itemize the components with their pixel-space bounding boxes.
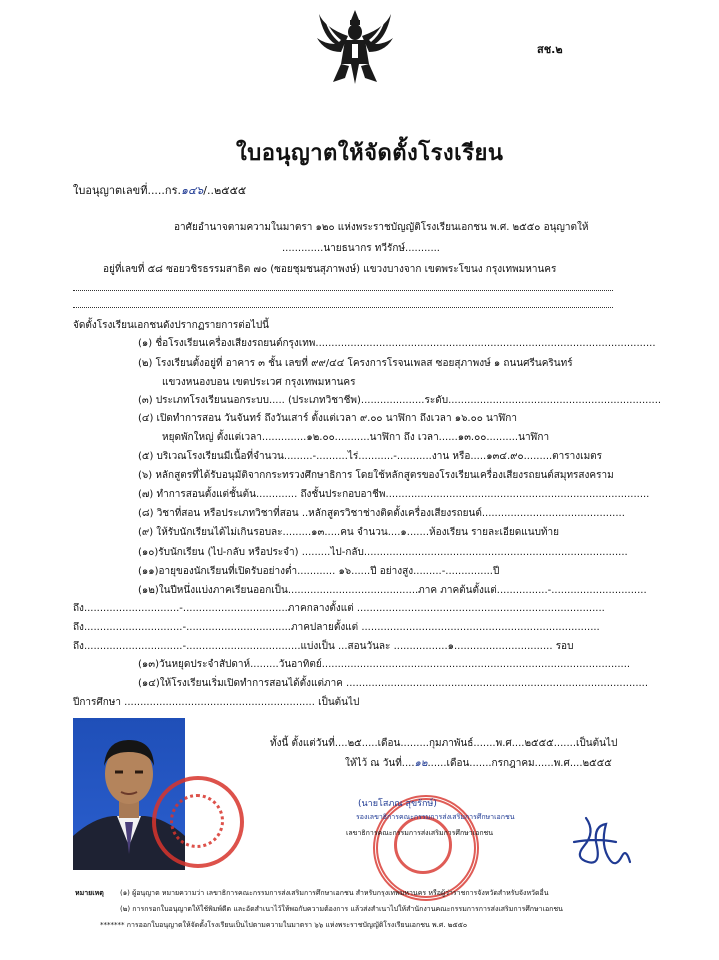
garuda-emblem: [315, 8, 395, 86]
semester-to-line: ถึง..............................-.................................ภาคกลางตั้งแต่ ..............................................................................: [73, 603, 605, 614]
item-school-area: (๕) บริเวณโรงเรียนมีเนื้อที่จำนวน.........-..........ไร่...........-...........งาน หรือ.....๑๓๔.๙๐.........ตารางเมตร: [138, 451, 603, 462]
item-school-location: (๒) โรงเรียนตั้งอยู่ที่ อาคาร ๓ ชั้น เลขที่ ๙๙/๔๔ โครงการโรจนเพลส ซอยสุภาพงษ์ ๑ ถนนศรีนครินทร์: [138, 358, 573, 369]
seal-stamp-left: [152, 776, 244, 868]
item-break-time: หยุดพักใหญ่ ตั้งแต่เวลา..............๑๒.๐๐...........นาฬิกา ถึง เวลา......๑๓.๐๐..........นาฬิกา: [162, 432, 550, 443]
semester-to-line: ถึง...............................-.................................ภาคปลายตั้งแต่ ...........................................................................: [73, 622, 600, 633]
item-curriculum: (๖) หลักสูตรที่ได้รับอนุมัติจากกระทรวงศึกษาธิการ โดยใช้หลักสูตรของโรงเรียนเครื่องเสียงรถยนต์สมุทรสงคราม: [138, 470, 614, 481]
item-student-age: (๑๑)อายุของนักเรียนที่เปิดรับอย่างต่ำ............ ๑๖......ปี อย่างสูง.........-...............ปี: [138, 566, 500, 577]
note-item: (๑) ผู้อนุญาต หมายความว่า เลขาธิการคณะกรรมการส่งเสริมการศึกษาเอกชน สำหรับกรุงเทพมหานคร หรือผู้ว่าราชการจังหวัดสำหรับจังหวัดอื่น: [120, 889, 549, 897]
effective-date-line: ทั้งนี้ ตั้งแต่วันที่....๒๕.....เดือน.........กุมภาพันธ์.......พ.ศ....๒๕๕๕.......เป็นต้นไป: [270, 738, 618, 749]
item-school-location-cont: แขวงหนองบอน เขตประเวศ กรุงเทพมหานคร: [162, 377, 356, 388]
signer-name: (นายโสภณ สุขรักษ์): [358, 799, 437, 809]
item-academic-year: ปีการศึกษา ............................................................ เป็นต้นไป: [73, 697, 360, 708]
signer-position: เลขาธิการคณะกรรมการส่งเสริมการศึกษาเอกชน: [346, 829, 494, 837]
semester-to-line: ถึง...............................-....................................แบ่งเป็น ...สอนวันละ .................๑............................... รอบ: [73, 641, 574, 652]
item-semesters: (๑๒)ในปีหนึ่งแบ่งภาคเรียนออกเป็น.........................................ภาค ภาคต้นตั้งแต่................-..............................: [138, 585, 647, 596]
given-date-prefix: ให้ไว้ ณ วันที่....: [345, 758, 415, 769]
intro-line: จัดตั้งโรงเรียนเอกชนดังปรากฏรายการต่อไปนี้: [73, 320, 270, 331]
authority-line: อาศัยอำนาจตามความในมาตรา ๑๒๐ แห่งพระราชบัญญัติโรงเรียนเอกชน พ.ศ. ๒๕๕๐ อนุญาตให้: [174, 222, 589, 233]
note-item: ******* การออกใบอนุญาตให้จัดตั้งโรงเรียนเป็นไปตามความในมาตรา ๖๖ แห่งพระราชบัญญัติโรงเรียนเอกชน พ.ศ. ๒๕๕๐: [100, 921, 468, 929]
form-code: สช.๒: [537, 43, 563, 56]
license-number-year: /..๒๕๕๕: [203, 184, 247, 197]
item-teaching-levels: (๗) ทำการสอนตั้งแต่ชั้นต้น............. ถึงชั้นประกอบอาชีพ...................................................................................: [138, 489, 650, 500]
item-start-term: (๑๔)ให้โรงเรียนเริ่มเปิดทำการสอนได้ตั้งแต่ภาค ...............................................................................................: [138, 678, 649, 689]
given-date-rest: ......เดือน.......กรกฎาคม......พ.ศ....๒๕๕๕: [427, 758, 612, 769]
notes-label: หมายเหตุ: [75, 889, 104, 897]
signature: [566, 812, 636, 876]
grantee-line: .............นายธนากร ทวีรักษ์...........: [282, 243, 440, 254]
item-student-capacity: (๙) ให้รับนักเรียนได้ไม่เกินรอบละ.........๑๓.....คน จำนวน....๑.......ห้องเรียน รายละเอียดแนบท้าย: [138, 527, 559, 538]
address-line: อยู่ที่เลขที่ ๕๘ ซอยวชิรธรรมสาธิต ๗๐ (ซอยชุมชนสุภาพงษ์) แขวงบางจาก เขตพระโขนง กรุงเทพมหานคร: [103, 264, 557, 275]
item-subjects: (๘) วิชาที่สอน หรือประเภทวิชาที่สอน ..หลักสูตรวิชาช่างติดตั้งเครื่องเสียงรถยนต์.............................................: [138, 508, 625, 519]
given-day-handwritten: ๑๒: [414, 758, 428, 769]
item-day-or-boarding: (๑๐)รับนักเรียน (ไป-กลับ หรือประจำ) .........ไป-กลับ...................................................................................: [138, 547, 628, 558]
item-weekly-holiday: (๑๓)วันหยุดประจำสัปดาห์.........วันอาทิตย์.................................................................................................: [138, 659, 631, 670]
document-title: ใบอนุญาตให้จัดตั้งโรงเรียน: [236, 141, 504, 166]
note-item: (๒) การกรอกใบอนุญาตให้ใช้พิมพ์ดีด และอัดสำเนาไว้ให้พอกับความต้องการ แล้วส่งสำเนาไปให้สำนักงานคณะกรรมการการส่งเสริมการศึกษาเอกชน: [120, 905, 563, 913]
license-number-handwritten: ๑๔๖: [181, 184, 204, 197]
blank-dotted-line: [73, 290, 613, 291]
item-school-type: (๓) ประเภทโรงเรียนนอกระบบ..... (ประเภทวิชาชีพ)....................ระดับ...................................................................: [138, 395, 662, 406]
given-date-line: [345, 756, 612, 771]
seal-stamp-center: [373, 795, 479, 901]
license-number-label: ใบอนุญาตเลขที่.....กร.: [73, 184, 181, 197]
blank-dotted-line: [73, 307, 613, 308]
item-school-name: (๑) ชื่อโรงเรียนเครื่องเสียงรถยนต์กรุงเทพ...........................................................................................................: [138, 338, 656, 349]
signer-position-deputy: รองเลขาธิการคณะกรรมการส่งเสริมการศึกษาเอกชน: [356, 813, 515, 821]
item-teaching-days: (๔) เปิดทำการสอน วันจันทร์ ถึงวันเสาร์ ตั้งแต่เวลา ๙.๐๐ นาฬิกา ถึงเวลา ๑๖.๐๐ นาฬิกา: [138, 413, 517, 424]
license-number-line: [73, 181, 246, 199]
